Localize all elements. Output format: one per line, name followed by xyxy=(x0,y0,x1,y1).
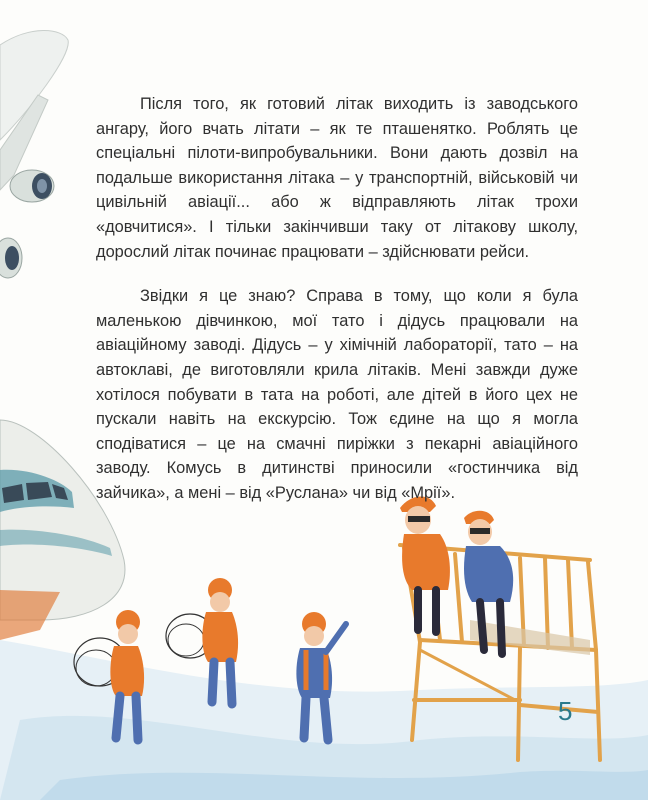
paragraph-1: Після того, як готовий літак виходить із заводського ангару, його вчать літати – як те пташенятко. Роблять це спеціальні пілоти-випробувальники. Вони дають дозвіл на подальше використання літака – у транспортній, військовій чи цивільній авіації... або ж відправляють літак трохи «довчитися». І тільки закінчивши таку от літакову школу, дорослий літак починає працювати – здійснювати рейси. xyxy=(96,95,578,261)
paragraph-2: Звідки я це знаю? Справа в тому, що коли я була маленькою дівчинкою, мої тато і дідусь працювали на авіаційному заводі. Дідусь – у хімічній лабораторії, тато – на автоклаві, де виготовляли крила літаків. Мені завжди дуже хотілося побувати в тата на роботі, але дітей в його цех не пускали навіть на екскурсію. Тож єдине на що я могла сподіватися – це на смачні пиріжки з пекарні авіаційного заводу. Комусь в дитинстві приносили «гостинчика від зайчика», а мені – від «Руслана» чи від «Мрії». xyxy=(96,287,578,502)
airplane-top xyxy=(0,30,68,278)
story-text xyxy=(96,92,578,506)
page-number: 5 xyxy=(558,696,573,726)
worker-orange-on-stand xyxy=(400,496,450,632)
